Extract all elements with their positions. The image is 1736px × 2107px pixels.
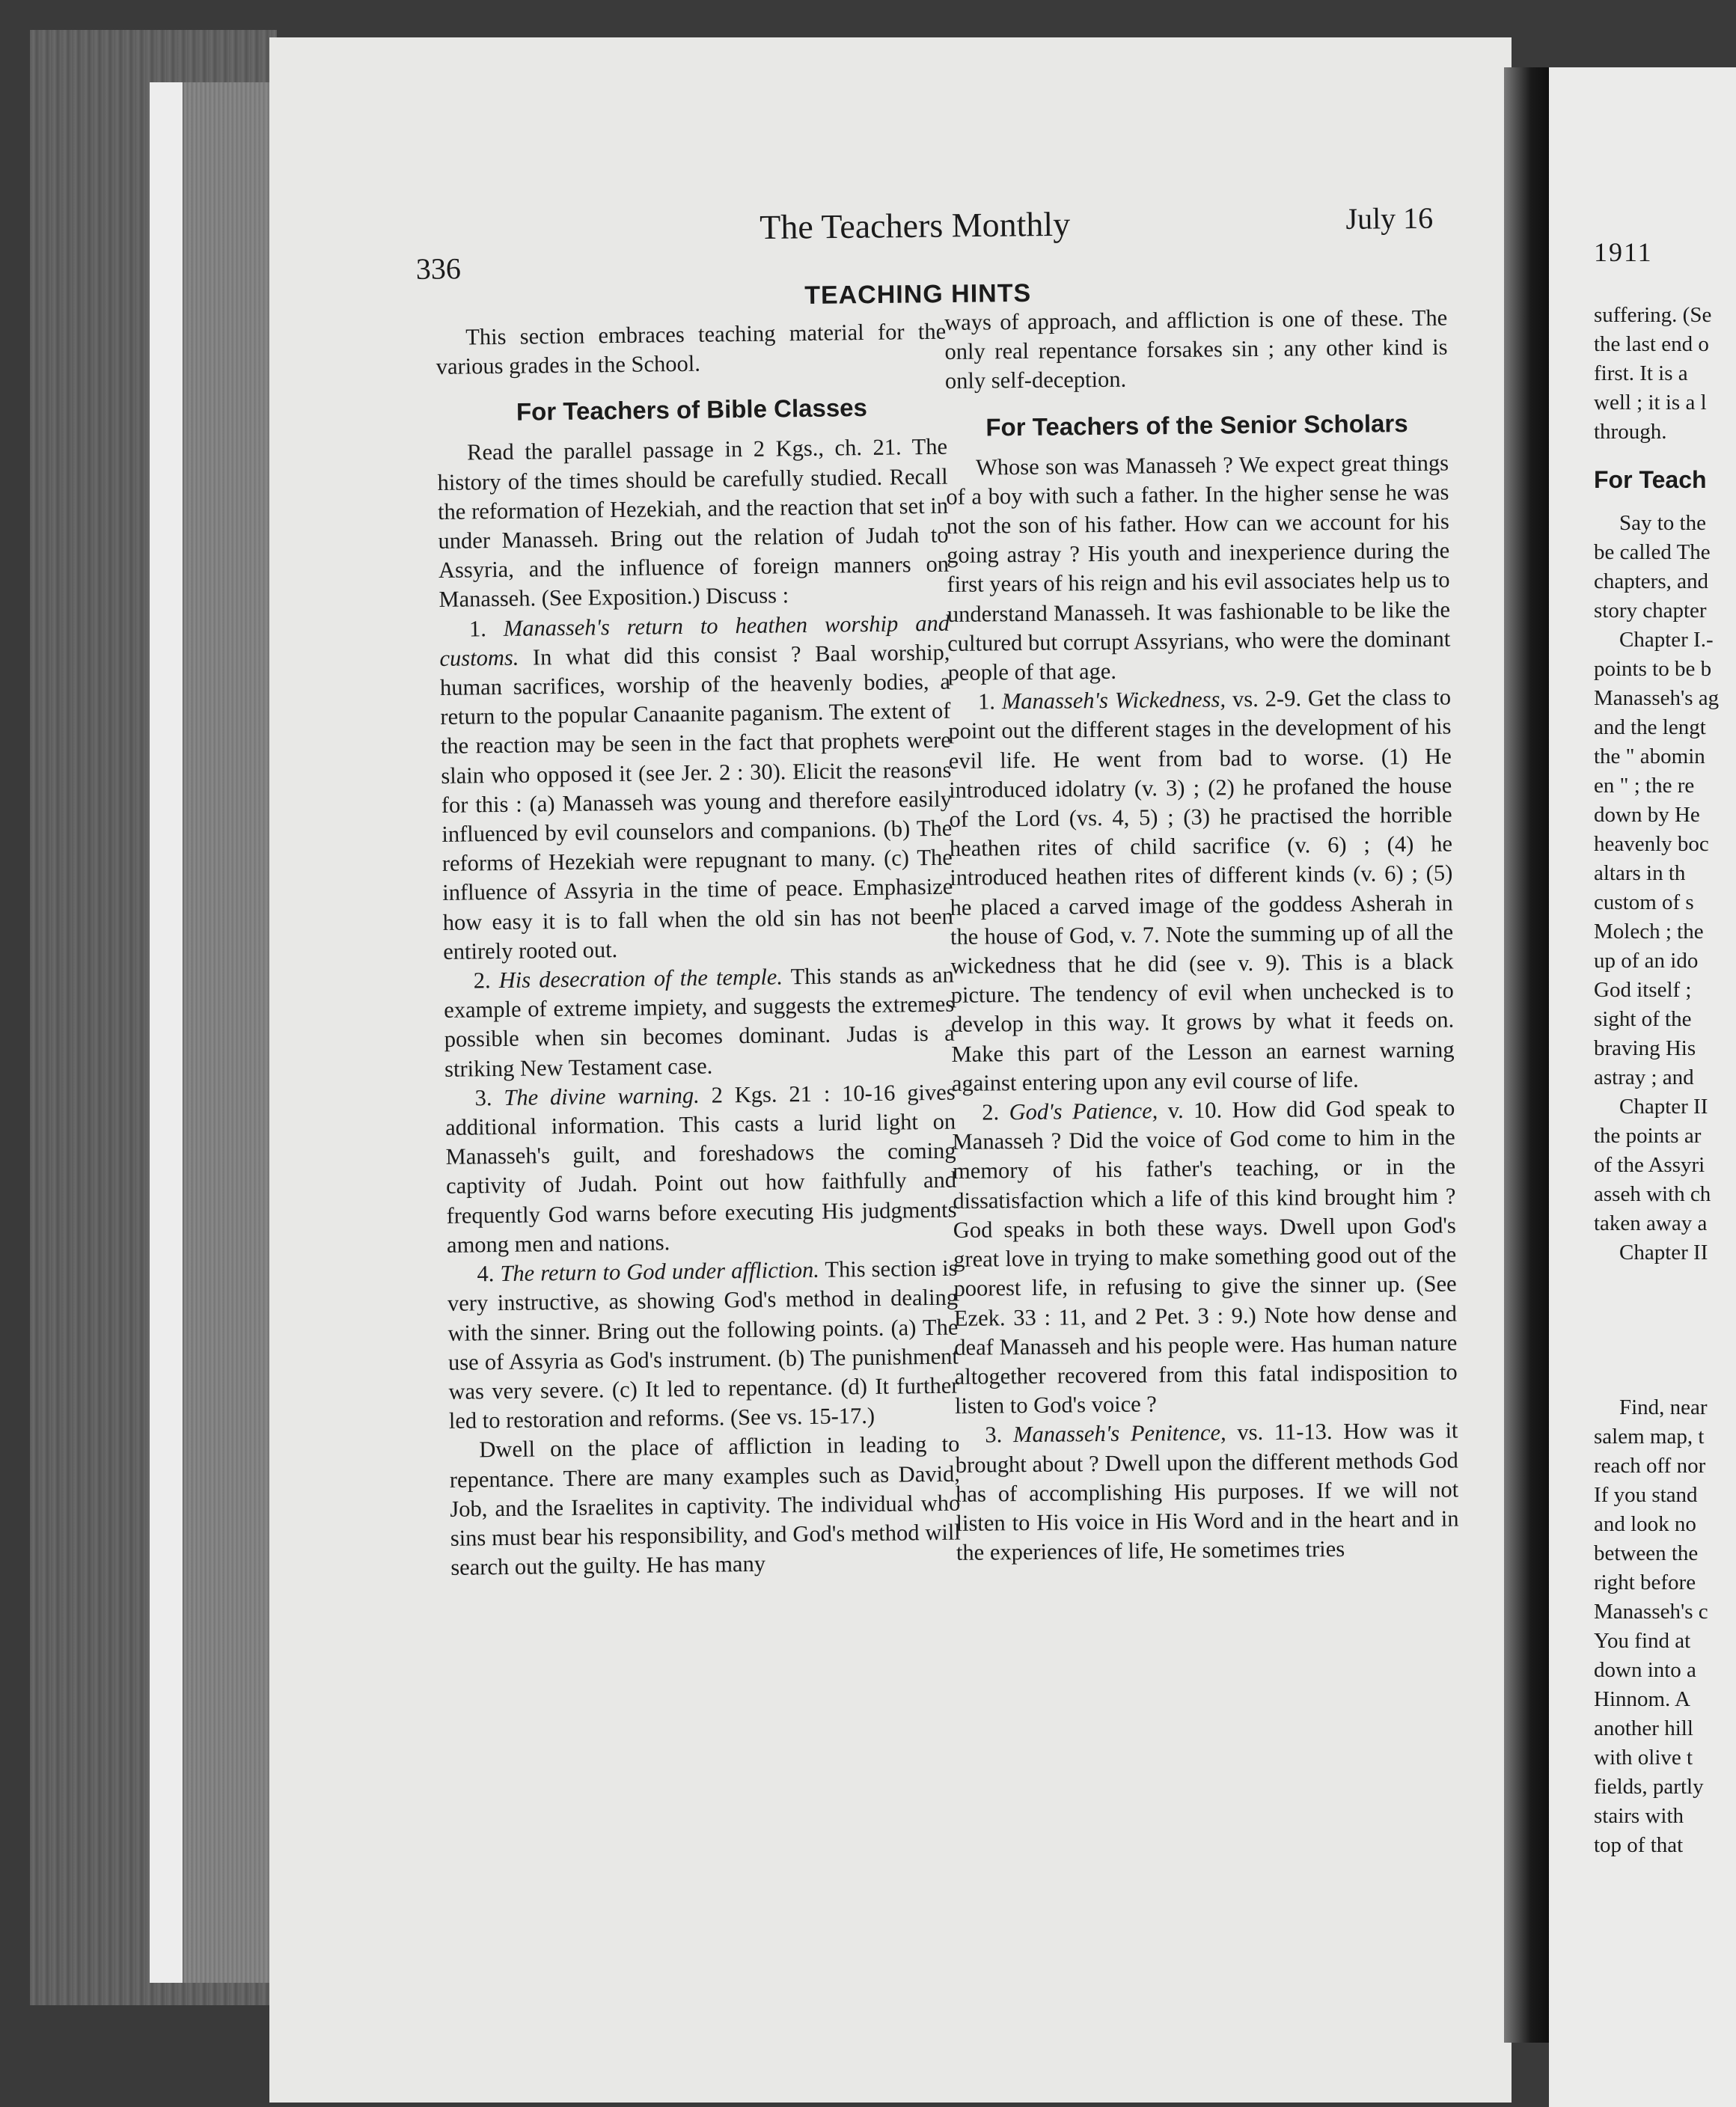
item-text: v. 10. How did God speak to Manasseh ? Did the voice of God come to him in the memory of his father's teaching, or in the dissatisfaction which a life of this kind brought him ? God speaks in both these ways. Dwell upon God's great love in trying to make something good out of the poorest life, in refusing to give the sinner up. (See Ezek. 33 : 11, and 2 Pet. 3 : 9.) Note how dense and deaf Manasseh and his people were. Has human nature altogether recovered from this fatal indisposition to listen to God's voice ? <box>952 1095 1458 1419</box>
section-title: TEACHING HINTS <box>804 278 1032 310</box>
text-line: and look no <box>1594 1512 1696 1536</box>
item-text: 2 Kgs. 21 : 10-16 gives additional information. This casts a lurid light on Manasseh's guilt, and foreshadows the coming captivity of Judah. Point out how faithfully and frequently God warns before executing His judgments among men and nations. <box>444 1079 957 1258</box>
text-line: fields, partly <box>1594 1775 1704 1799</box>
column-1 <box>435 317 962 1583</box>
paragraph <box>955 1416 1459 1568</box>
paragraph <box>952 1094 1458 1422</box>
text-line: down into a <box>1594 1658 1696 1682</box>
book-gutter <box>1504 67 1549 2043</box>
intro-paragraph: This section embraces teaching material for the various grades in the School. <box>435 318 947 380</box>
text-line: chapters, and <box>1594 569 1708 593</box>
text-line: Manasseh's ag <box>1594 686 1720 710</box>
paragraph <box>444 1077 957 1260</box>
item-title: God's Patience, <box>1009 1098 1158 1125</box>
paragraph <box>444 961 956 1084</box>
page-header <box>408 201 1434 286</box>
item-text: vs. 2-9. Get the class to point out the different stages in the development of his evil life. He went from bad to worse. (1) He introduced idolatry (v. 3) ; (2) he profaned the house of the Lord (vs. 4, 5) ; (3) he practised the horrible heathen rites of child sacrifice (v. 6) ; (4) he introduced heathen rites of different kinds (v. 6) ; (5) he placed a carved image of the goddess Asherah in the house of God, v. 7. Note the summing up of all the wickedness that he did (see v. 9). This is a black picture. The tendency of evil when unchecked is to develop in this way. It grows by what it feeds on. Make this part of the Lesson an earnest warning against entering upon any evil course of life. <box>948 684 1455 1096</box>
paragraph <box>948 683 1455 1098</box>
item-title: Manasseh's Wickedness, <box>1001 686 1226 715</box>
text-line: Chapter I.- <box>1619 628 1714 652</box>
item-number: 1. <box>468 615 487 642</box>
text-line: be called The <box>1594 540 1711 564</box>
text-line: top of that <box>1594 1833 1684 1857</box>
right-page <box>1549 67 1736 2107</box>
text-line: the " abomin <box>1594 744 1705 768</box>
text-line: the last end o <box>1594 332 1709 356</box>
text-line: braving His <box>1594 1036 1696 1060</box>
text-line: points to be b <box>1594 657 1712 681</box>
item-text: In what did this consist ? Baal worship, human sacrifices, worship of the heavenly bodies, a return to the popular Canaanite paganism. The extent of the reaction may be seen in the fact that prophets were slain who opposed it (see Jer. 2 : 30). Elicit the reasons for this : (a) Manasseh was young and therefore easily influenced by evil counselors and companions. (b) The reforms of Hezekiah were repugnant to many. (c) The influence of Assyria in the time of peace. Emphasize how easy it is to fall when the old sin has not been entirely rooted out. <box>439 639 953 964</box>
right-page-year: 1911 <box>1594 237 1653 267</box>
paragraph: Dwell on the place of affliction in leading to repentance. There are many examples such as David, Job, and the Israelites in captivity. The individual who sins must bear his responsibility, and God's method will search out the guilty. He has many <box>449 1431 961 1580</box>
text-line: asseh with ch <box>1594 1182 1711 1206</box>
item-number: 1. <box>977 688 996 715</box>
item-title: The return to God under affliction. <box>500 1256 820 1287</box>
text-line: Hinnom. A <box>1594 1687 1690 1711</box>
item-title: His desecration of the temple. <box>498 964 783 994</box>
page-edge-band <box>150 82 183 1983</box>
item-title: Manasseh's Penitence, <box>1012 1419 1226 1448</box>
item-text: vs. 11-13. How was it brought about ? Dwell upon the different methods God has of accomplishing His purposes. If we will not listen to His voice in His Word and in the heart and in the experiences of life, He sometimes tries <box>955 1417 1459 1566</box>
text-line: altars in th <box>1594 861 1686 885</box>
text-line: with olive t <box>1594 1746 1693 1770</box>
text-line: sight of the <box>1594 1007 1692 1031</box>
item-number: 2. <box>982 1099 1000 1125</box>
text-line: astray ; and <box>1594 1065 1694 1089</box>
text-line: up of an ido <box>1594 949 1699 973</box>
text-line: Chapter II <box>1619 1241 1708 1264</box>
page-number: 336 <box>415 251 462 286</box>
right-page-mid-lines <box>1594 509 1719 1267</box>
text-line: right before <box>1594 1571 1696 1594</box>
text-line: the points ar <box>1594 1124 1702 1148</box>
text-line: another hill <box>1594 1716 1693 1740</box>
text-line: story chapter <box>1594 599 1707 623</box>
text-line: taken away a <box>1594 1211 1708 1235</box>
text-line: custom of s <box>1594 890 1694 914</box>
continued-paragraph: ways of approach, and affliction is one of these. The only real repentance forsakes sin ; any other kind is only self-deception. <box>944 305 1448 394</box>
right-page-bottom-lines <box>1594 1393 1708 1860</box>
book-page-edges <box>30 30 277 2005</box>
text-line: Find, near <box>1619 1395 1708 1419</box>
paragraph: Whose son was Manasseh ? We expect great things of a boy with such a father. In the higher sense he was not the son of his father. How can we account for his going astray ? His youth and inexperience during the first years of his reign and his evil associates help us to understand Manasseh. It was fashionable to be like the cultured but corrupt Assyrians, who were the dominant people of that age. <box>946 450 1451 686</box>
text-line: If you stand <box>1594 1483 1698 1507</box>
text-line: well ; it is a l <box>1594 391 1707 415</box>
item-text: This stands as an example of extreme impiety, and suggests the extremes possible when sin becomes dominant. Judas is a striking New Testament case. <box>444 961 955 1082</box>
text-line: en " ; the re <box>1594 774 1695 798</box>
running-title: The Teachers Monthly <box>759 204 1071 247</box>
item-text: This section is very instructive, as showing God's method in dealing with the sinner. Bring out the following points. (a) The use of Assyria as God's instrument. (b) The punishment was very severe. (c) It led to repentance. (d) It further led to restoration and reforms. (See vs. 15-17.) <box>447 1255 959 1434</box>
text-line: of the Assyri <box>1594 1153 1705 1177</box>
text-line: first. It is a <box>1594 361 1688 385</box>
right-page-top-lines <box>1594 301 1711 447</box>
item-number: 3. <box>474 1085 492 1111</box>
text-line: Molech ; the <box>1594 920 1704 944</box>
item-title: The divine warning. <box>504 1082 700 1110</box>
text-line: through. <box>1594 420 1667 444</box>
paragraph <box>439 608 954 967</box>
text-line: salem map, t <box>1594 1425 1705 1449</box>
text-line: suffering. (Se <box>1594 303 1712 327</box>
item-number: 2. <box>473 967 491 994</box>
column-2 <box>944 304 1459 1568</box>
text-line: stairs with <box>1594 1804 1684 1828</box>
text-line: Say to the <box>1619 511 1706 535</box>
page-edge-stack <box>183 82 273 1983</box>
text-line: Manasseh's c <box>1594 1600 1708 1624</box>
text-line: down by He <box>1594 803 1700 827</box>
text-line: You find at <box>1594 1629 1691 1653</box>
text-line: Chapter II <box>1619 1095 1708 1119</box>
text-line: reach off nor <box>1594 1454 1706 1478</box>
paragraph <box>447 1254 959 1437</box>
running-date: July 16 <box>1345 201 1434 236</box>
item-title: Manasseh's return to heathen worship and customs. <box>439 610 950 671</box>
item-number: 4. <box>477 1261 495 1287</box>
text-line: between the <box>1594 1541 1699 1565</box>
right-page-heading: For Teach <box>1594 466 1707 493</box>
text-line: heavenly boc <box>1594 832 1709 856</box>
senior-scholars-heading: For Teachers of the Senior Scholars <box>985 409 1408 441</box>
paragraph: Read the parallel passage in 2 Kgs., ch. 21. The history of the times should be carefully studied. Recall the reformation of Hezekiah, and the reaction that set in under Manasseh. Bring out the relation of Judah to Assyria, and the influence of foreign manners on Manasseh. (See Exposition.) Discuss : <box>437 434 950 613</box>
bible-classes-heading: For Teachers of Bible Classes <box>516 394 868 426</box>
text-line: and the lengt <box>1594 715 1706 739</box>
item-number: 3. <box>985 1422 1003 1448</box>
text-line: God itself ; <box>1594 978 1692 1002</box>
